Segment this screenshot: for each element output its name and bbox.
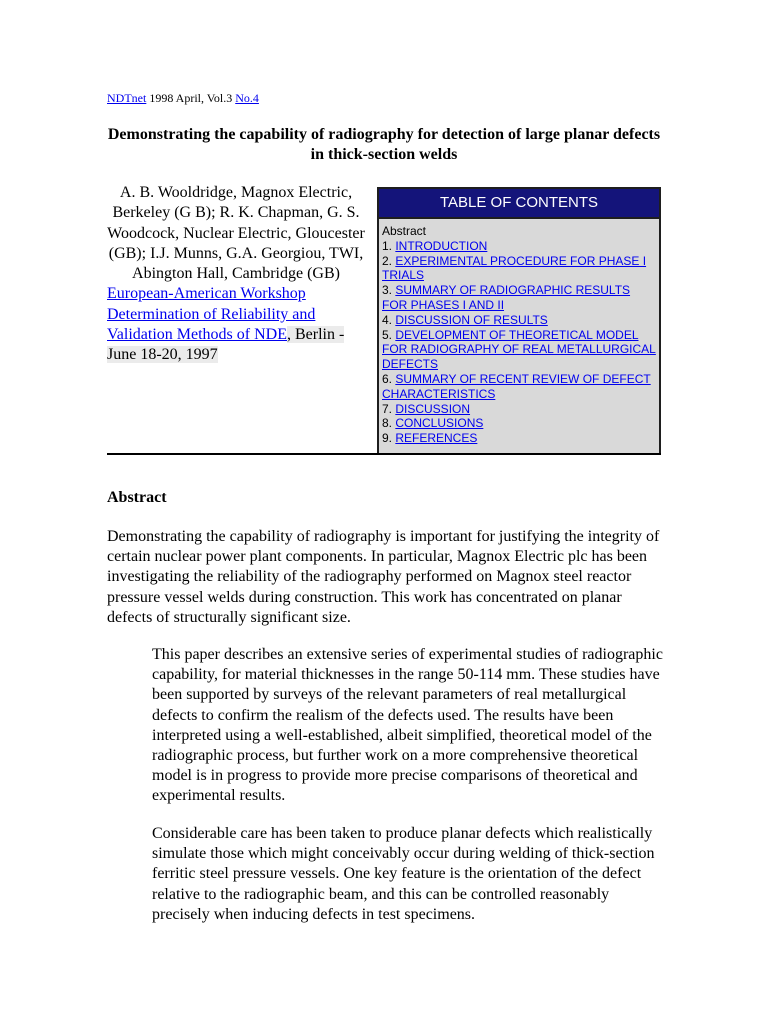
toc-link-discussion[interactable]: DISCUSSION <box>395 401 471 416</box>
workshop-line <box>107 284 365 365</box>
toc-link-discussion-of-results[interactable]: DISCUSSION OF RESULTS <box>395 312 548 327</box>
abstract-paragraph-1: Demonstrating the capability of radiography is important for justifying the integrity of certain nuclear power plant components. In particular, Magnox Electric plc has been investigating the reliability of the radiography performed on Magnox steel reactor pressure vessel welds during construction. This work has concentrated on planar defects of structurally significant size. <box>107 528 660 626</box>
toc-item-1: 1. INTRODUCTION <box>382 238 488 253</box>
toc-body <box>379 219 659 446</box>
toc-item-abstract: Abstract <box>382 224 427 238</box>
toc-item-8: 8. CONCLUSIONS <box>382 416 484 431</box>
toc-item-5: 5. DEVELOPMENT OF THEORETICAL MODEL FOR RADIOGRAPHY OF REAL METALLURGICAL DEFECTS <box>382 327 656 372</box>
toc-link-conclusions[interactable]: CONCLUSIONS <box>395 416 484 431</box>
ndtnet-link[interactable]: NDTnet <box>107 91 147 105</box>
toc-link-defect-characteristics[interactable]: SUMMARY OF RECENT REVIEW OF DEFECT CHARACTERISTICS <box>382 371 651 401</box>
abstract-paragraph-2: This paper describes an extensive series of experimental studies of radiographic capability, for material thicknesses in the range 50-114 mm. These studies have been supported by surveys of the relevant parameters of real metallurgical defects to confirm the realism of the defects used. The results have been interpreted using a well-established, albeit simplified, theoretical model of the radiographic process, but further work on a more comprehensive theoretical model is in progress to provide more precise comparisons of theoretical and experimental results. <box>152 646 663 805</box>
source-line <box>107 91 259 106</box>
toc-item-7: 7. DISCUSSION <box>382 401 471 416</box>
toc-link-introduction[interactable]: INTRODUCTION <box>395 238 488 253</box>
table-of-contents <box>377 187 661 455</box>
toc-item-3: 3. SUMMARY OF RADIOGRAPHIC RESULTS FOR PHASES I AND II <box>382 283 631 312</box>
date-volume: 1998 April, Vol.3 <box>146 91 236 105</box>
workshop-link[interactable]: European-American Workshop Determination of Reliability and Validation Methods of NDE <box>107 285 316 344</box>
toc-item-4: 4. DISCUSSION OF RESULTS <box>382 312 548 327</box>
toc-link-theoretical-model[interactable]: DEVELOPMENT OF THEORETICAL MODEL FOR RADIOGRAPHY OF REAL METALLURGICAL DEFECTS <box>382 327 656 372</box>
workshop-location: , Berlin - June 18-20, 1997 <box>107 326 345 364</box>
authors-text: A. B. Wooldridge, Magnox Electric, Berkeley (G B); R. K. Chapman, G. S. Woodcock, Nuclear Electric, Gloucester (GB); I.J. Munns, G.A. Georgiou, TWI, Abington Hall, Cambridge (GB) <box>107 184 365 283</box>
toc-heading: TABLE OF CONTENTS <box>379 189 659 219</box>
authors-block <box>107 183 365 366</box>
toc-item-2: 2. EXPERIMENTAL PROCEDURE FOR PHASE I TRIALS <box>382 253 647 283</box>
horizontal-rule <box>107 453 661 455</box>
abstract-paragraph-3: Considerable care has been taken to produce planar defects which realistically simulate those which might conceivably occur during welding of thick-section ferritic steel pressure vessels. One key feature is the orientation of the defect relative to the radiographic beam, and this can be controlled reasonably precisely when inducing defects in test specimens. <box>152 825 655 923</box>
toc-item-9: 9. REFERENCES <box>382 431 478 446</box>
issue-link[interactable]: No.4 <box>235 91 259 105</box>
toc-link-references[interactable]: REFERENCES <box>395 431 478 446</box>
paper-title: Demonstrating the capability of radiography for detection of large planar defects in thick-section welds <box>107 126 661 163</box>
toc-link-experimental-procedure[interactable]: EXPERIMENTAL PROCEDURE FOR PHASE I TRIALS <box>382 253 647 283</box>
toc-link-radiographic-results[interactable]: SUMMARY OF RADIOGRAPHIC RESULTS FOR PHASES I AND II <box>382 283 631 312</box>
abstract-heading: Abstract <box>107 489 167 506</box>
toc-item-6: 6. SUMMARY OF RECENT REVIEW OF DEFECT CHARACTERISTICS <box>382 371 651 401</box>
